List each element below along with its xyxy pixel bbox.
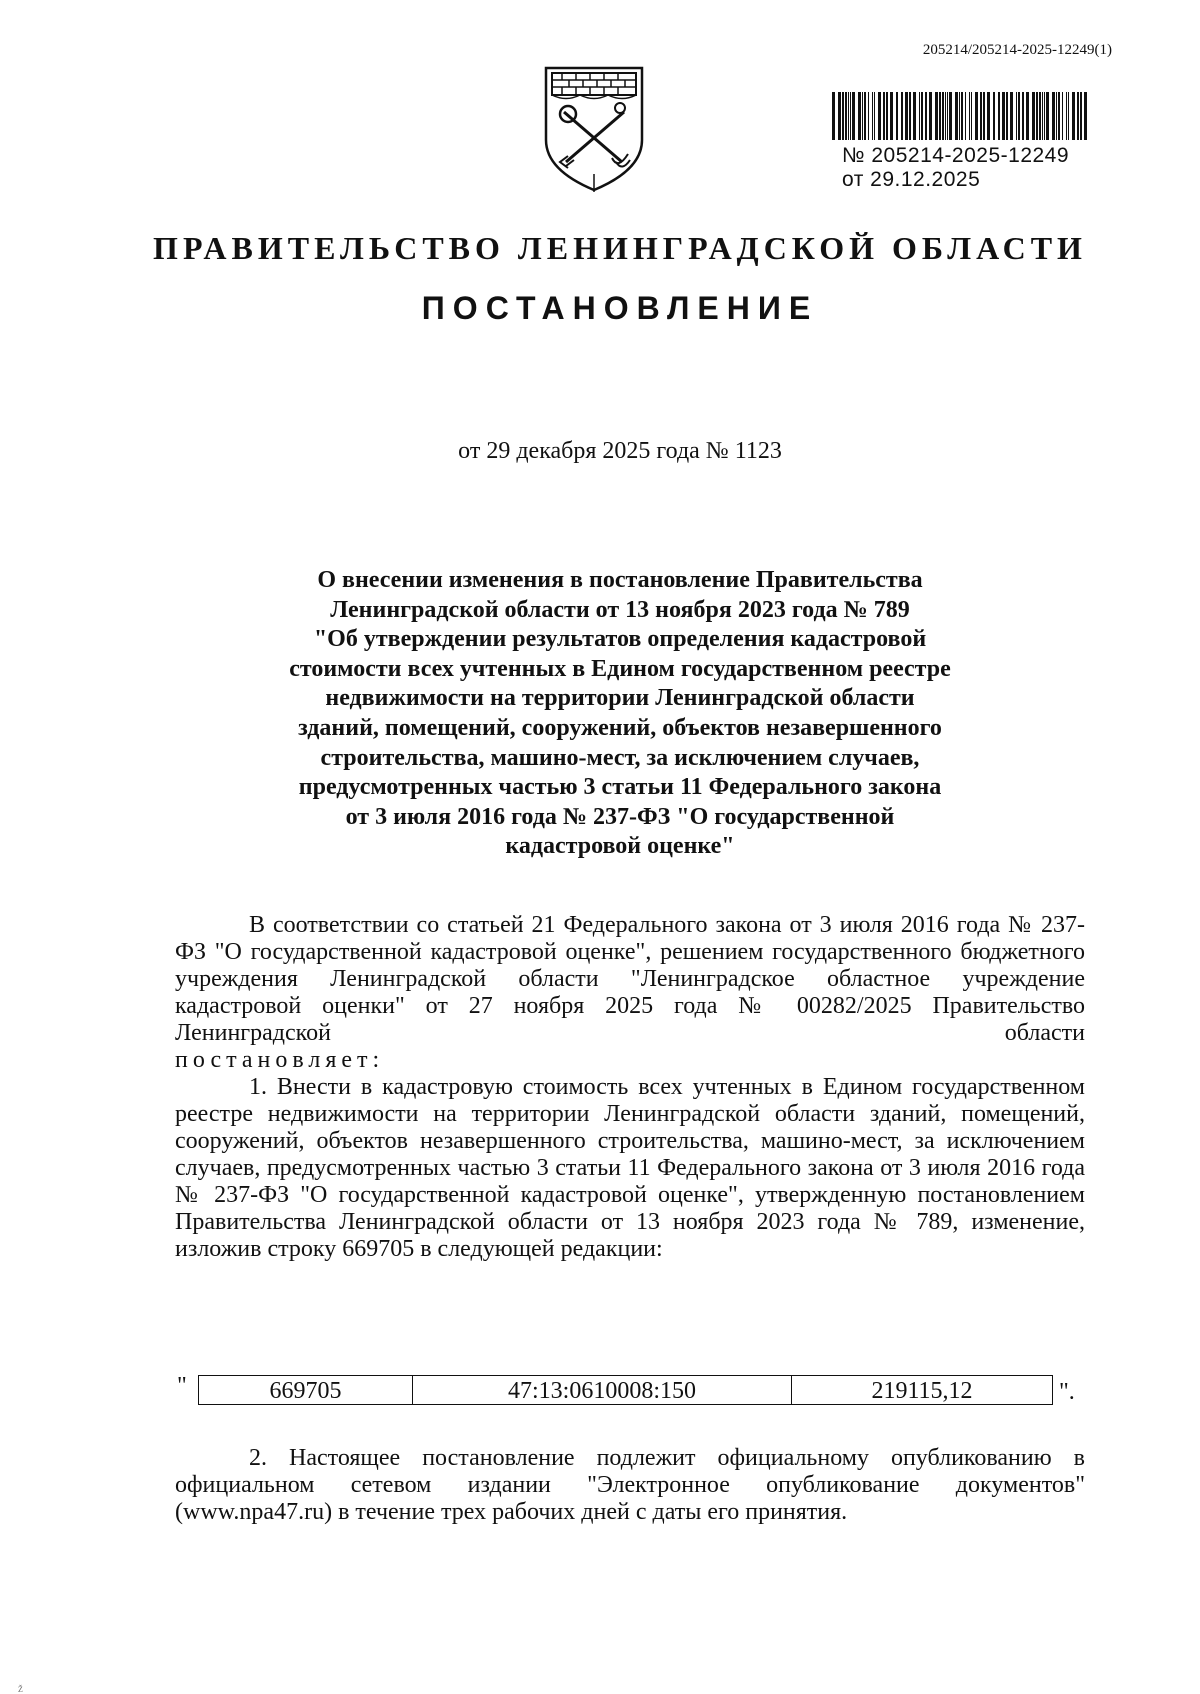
barcode-bar	[1032, 92, 1035, 140]
decree-date: от 29 декабря 2025 года № 1123	[458, 438, 782, 464]
barcode-bar	[998, 92, 1000, 140]
barcode-bar	[987, 92, 990, 140]
clause-1: 1. Внести в кадастровую стоимость всех учтенных в Едином государственном реестре недвижимости на территории Ленинградской области зданий, помещений, сооружений, объектов незавершенного строительства, машино-мест, за исключением случаев, предусмотренных частью 3 статьи 11 Федерального закона от 3 июля 2016 года № 237-ФЗ "О государственной кадастровой оценке", утвержденную постановлением Правительства Ленинградской области от 13 ноября 2023 года № 789, изменение, изложив строку 669705 в следующей редакции:	[175, 1074, 1085, 1262]
barcode-bar	[842, 92, 844, 140]
barcode-bar	[868, 92, 869, 140]
coat-of-arms-emblem	[538, 62, 650, 194]
barcode-bar	[942, 92, 944, 140]
barcode-bar	[983, 92, 985, 140]
barcode-bar	[1026, 92, 1029, 140]
barcode-bar	[929, 92, 932, 140]
barcode-bar	[832, 92, 835, 140]
barcode-bar	[975, 92, 978, 140]
barcode-bar	[1016, 92, 1017, 140]
heading-line: стоимости всех учтенных в Едином государственном реестре	[289, 655, 951, 682]
decree-heading	[240, 566, 1000, 862]
barcode-bar	[1058, 92, 1060, 140]
barcode-bar	[909, 92, 911, 140]
barcode-bar	[913, 92, 916, 140]
barcode-bar	[1044, 92, 1045, 140]
barcode-bar	[858, 92, 861, 140]
document-id: 205214/205214-2025-12249(1)	[922, 42, 1112, 58]
registration-number: № 205214-2025-12249	[842, 144, 1070, 167]
barcode-bar	[1018, 92, 1020, 140]
barcode-bar	[945, 92, 946, 140]
amended-table-row	[177, 1375, 1087, 1409]
heading-line: недвижимости на территории Ленинградской области	[325, 685, 915, 712]
barcode	[832, 92, 1088, 140]
barcode-bar	[848, 92, 849, 140]
government-title: ПРАВИТЕЛЬСТВО ЛЕНИНГРАДСКОЙ ОБЛАСТИ	[153, 230, 1087, 266]
heading-line: предусмотренных частью 3 статьи 11 Федерального закона	[298, 774, 942, 801]
barcode-bar	[1068, 92, 1069, 140]
cadastral-value-cell: 219115,12	[791, 1375, 1053, 1405]
barcode-bar	[965, 92, 966, 140]
barcode-bar	[1022, 92, 1024, 140]
barcode-bar	[838, 92, 841, 140]
barcode-bar	[1062, 92, 1063, 140]
barcode-bar	[959, 92, 960, 140]
barcode-bar	[947, 92, 948, 140]
barcode-bar	[1010, 92, 1013, 140]
barcode-bar	[883, 92, 885, 140]
barcode-bar	[1056, 92, 1057, 140]
clause-2: 2. Настоящее постановление подлежит официальному опубликованию в официальном сетевом издании "Электронное опубликование документов" (www.npa47.ru) в течение трех рабочих дней с даты его принятия.	[175, 1445, 1085, 1525]
heading-line: зданий, помещений, сооружений, объектов незавершенного	[298, 714, 942, 741]
barcode-bar	[872, 92, 873, 140]
barcode-bar	[1066, 92, 1067, 140]
barcode-bar	[864, 92, 866, 140]
barcode-bar	[1036, 92, 1038, 140]
barcode-bar	[1006, 92, 1008, 140]
barcode-bar	[969, 92, 970, 140]
barcode-bar	[925, 92, 927, 140]
barcode-bar	[961, 92, 963, 140]
barcode-bar	[905, 92, 908, 140]
barcode-bar	[1084, 92, 1087, 140]
barcode-bar	[1042, 92, 1043, 140]
barcode-bar	[1039, 92, 1041, 140]
barcode-bar	[862, 92, 863, 140]
barcode-bar	[845, 92, 847, 140]
open-quote: "	[177, 1373, 187, 1399]
heading-line: О внесении изменения в постановление Правительства	[317, 567, 923, 593]
barcode-bar	[949, 92, 952, 140]
barcode-bar	[874, 92, 875, 140]
barcode-bar	[993, 92, 995, 140]
barcode-bar	[896, 92, 898, 140]
heading-line: кадастровой оценке"	[505, 833, 735, 860]
heading-line: Ленинградской области от 13 ноября 2023 года № 789	[330, 596, 910, 623]
barcode-bar	[919, 92, 920, 140]
barcode-bar	[886, 92, 888, 140]
decree-body	[175, 912, 1085, 1263]
barcode-bar	[1072, 92, 1075, 140]
barcode-bar	[852, 92, 855, 140]
barcode-bar	[971, 92, 972, 140]
barcode-bar	[1080, 92, 1082, 140]
scan-mark: Ž	[18, 1685, 23, 1694]
barcode-bar	[935, 92, 938, 140]
barcode-bar	[1002, 92, 1005, 140]
barcode-bar	[1046, 92, 1049, 140]
registration-date: от 29.12.2025	[842, 168, 981, 191]
barcode-bar	[878, 92, 881, 140]
barcode-bar	[1052, 92, 1055, 140]
barcode-bar	[939, 92, 941, 140]
barcode-bar	[890, 92, 893, 140]
heading-line: "Об утверждении результатов определения кадастровой	[313, 626, 927, 653]
barcode-bar	[980, 92, 982, 140]
heading-line: от 3 июля 2016 года № 237-ФЗ "О государственной	[345, 803, 895, 830]
barcode-bar	[1077, 92, 1079, 140]
close-quote: ".	[1059, 1379, 1075, 1405]
cadastral-number-cell: 47:13:0610008:150	[412, 1375, 792, 1405]
decree-body-continued	[175, 1445, 1085, 1526]
document-type: ПОСТАНОВЛЕНИЕ	[421, 290, 819, 326]
barcode-bar	[850, 92, 851, 140]
resolves-word	[175, 1047, 1085, 1074]
barcode-bar	[901, 92, 903, 140]
resolves-word-text: постановляет:	[175, 1047, 385, 1073]
row-number-cell: 669705	[198, 1375, 413, 1405]
barcode-bar	[921, 92, 923, 140]
heading-line: строительства, машино-мест, за исключением случаев,	[320, 744, 920, 771]
barcode-bar	[955, 92, 958, 140]
preamble: В соответствии со статьей 21 Федерального закона от 3 июля 2016 года № 237-ФЗ "О государственной кадастровой оценке", решением государственного бюджетного учреждения Ленинградской области "Ленинградское областное учреждение кадастровой оценки" от 27 ноября 2025 года № 00282/2025 Правительство Ленинградской области	[175, 912, 1085, 1046]
